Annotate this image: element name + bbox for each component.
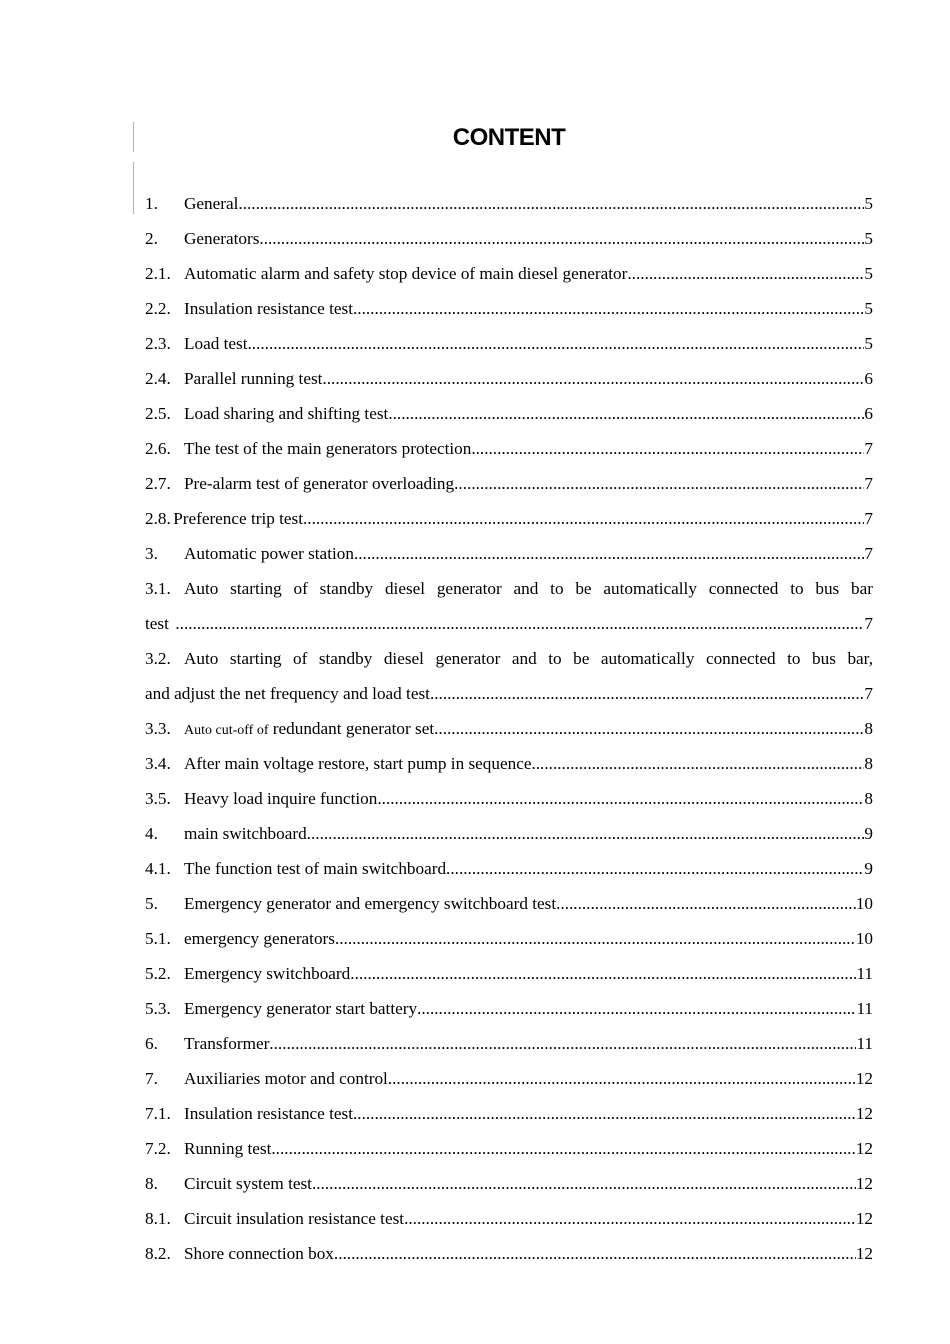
dot-leader xyxy=(312,1166,856,1201)
toc-page-number: 11 xyxy=(856,1034,873,1053)
toc-entry-2-6[interactable] xyxy=(145,431,873,466)
dot-leader xyxy=(335,921,856,956)
toc-number: 2.8. xyxy=(145,509,171,528)
toc-page-number: 12 xyxy=(855,1139,873,1158)
dot-leader xyxy=(271,1131,855,1166)
toc-title: Emergency generator start battery xyxy=(184,999,418,1018)
toc-title: Insulation resistance test xyxy=(184,299,353,318)
dot-leader xyxy=(322,361,864,396)
dot-leader xyxy=(303,501,864,536)
toc-entry-2[interactable] xyxy=(145,221,873,256)
toc-page-number: 12 xyxy=(855,1174,873,1193)
toc-number: 5. xyxy=(145,894,158,913)
dot-leader xyxy=(334,1236,856,1271)
toc-number: 7.2. xyxy=(145,1139,171,1158)
toc-number: 5.1. xyxy=(145,929,171,948)
toc-entry-5-2[interactable] xyxy=(145,956,873,991)
toc-entry-2-5[interactable] xyxy=(145,396,873,431)
toc-number: 6. xyxy=(145,1034,158,1053)
toc-number: 2.6. xyxy=(145,439,171,458)
toc-page-number: 6 xyxy=(864,369,873,388)
dot-leader xyxy=(377,781,864,816)
toc-entry-5[interactable] xyxy=(145,886,873,921)
toc-title: The test of the main generators protection xyxy=(184,439,472,458)
toc-title: redundant generator set xyxy=(272,719,435,738)
dot-leader xyxy=(353,291,864,326)
toc-number: 8.1. xyxy=(145,1209,171,1228)
toc-title: Load test xyxy=(184,334,248,353)
toc-number: 3.3. xyxy=(145,719,171,738)
toc-page-number: 8 xyxy=(864,789,873,808)
dot-leader xyxy=(434,711,864,746)
dot-leader xyxy=(404,1201,856,1236)
toc-entry-7[interactable] xyxy=(145,1061,873,1096)
toc-title: Automatic alarm and safety stop device of main diesel generator xyxy=(184,264,628,283)
toc-entry-2-8[interactable] xyxy=(145,501,873,536)
toc-entry-3[interactable] xyxy=(145,536,873,571)
toc-entry-4[interactable] xyxy=(145,816,873,851)
toc-title-continuation: test xyxy=(145,614,169,633)
toc-page-number: 11 xyxy=(856,999,873,1018)
toc-number: 4.1. xyxy=(145,859,171,878)
dot-leader xyxy=(446,851,864,886)
toc-entry-8-1[interactable] xyxy=(145,1201,873,1236)
toc-number: 2.4. xyxy=(145,369,171,388)
toc-entry-4-1[interactable] xyxy=(145,851,873,886)
toc-number: 7. xyxy=(145,1069,158,1088)
toc-number: 4. xyxy=(145,824,158,843)
toc-title: Insulation resistance test xyxy=(184,1104,353,1123)
toc-title: Heavy load inquire function xyxy=(184,789,378,808)
toc-number: 8. xyxy=(145,1174,158,1193)
toc-number: 7.1. xyxy=(145,1104,171,1123)
toc-page-number: 5 xyxy=(864,334,873,353)
toc-title: Preference trip test xyxy=(173,509,303,528)
toc-number: 2.3. xyxy=(145,334,171,353)
toc-entry-2-1[interactable] xyxy=(145,256,873,291)
toc-title-small: Auto cut-off of xyxy=(184,723,269,738)
toc-page-number: 5 xyxy=(864,299,873,318)
dot-leader xyxy=(471,431,864,466)
dot-leader xyxy=(353,1096,856,1131)
toc-number: 1. xyxy=(145,194,158,213)
margin-marker xyxy=(133,122,134,152)
dot-leader xyxy=(247,326,864,361)
toc-title: Auxiliaries motor and control xyxy=(184,1069,388,1088)
toc-entry-7-1[interactable] xyxy=(145,1096,873,1131)
toc-page-number: 12 xyxy=(855,1209,873,1228)
dot-leader xyxy=(259,221,864,256)
toc-entry-8-2[interactable] xyxy=(145,1236,873,1271)
toc-page-number: 7 xyxy=(864,614,873,633)
toc-title: Running test xyxy=(184,1139,272,1158)
page-title: CONTENT xyxy=(452,124,566,151)
toc-entry-3-1-line2[interactable] xyxy=(145,606,873,641)
toc-title: Automatic power station xyxy=(184,544,354,563)
toc-title: Circuit system test xyxy=(184,1174,312,1193)
toc-page-number: 8 xyxy=(864,719,873,738)
table-of-contents xyxy=(145,186,873,1271)
toc-page-number: 7 xyxy=(864,544,873,563)
toc-number: 3.4. xyxy=(145,754,171,773)
toc-page-number: 12 xyxy=(855,1244,873,1263)
dot-leader xyxy=(388,1061,856,1096)
toc-page-number: 9 xyxy=(864,824,873,843)
toc-number: 2. xyxy=(145,229,158,248)
toc-entry-7-2[interactable] xyxy=(145,1131,873,1166)
toc-entry-2-4[interactable] xyxy=(145,361,873,396)
toc-title: Transformer xyxy=(184,1034,270,1053)
toc-title: Parallel running test xyxy=(184,369,323,388)
toc-number: 5.3. xyxy=(145,999,171,1018)
toc-page-number: 6 xyxy=(864,404,873,423)
toc-entry-2-2[interactable] xyxy=(145,291,873,326)
toc-entry-2-3[interactable] xyxy=(145,326,873,361)
dot-leader xyxy=(454,466,864,501)
toc-entry-3-3[interactable] xyxy=(145,711,873,746)
dot-leader xyxy=(627,256,864,291)
toc-title: main switchboard xyxy=(184,824,307,843)
toc-number: 2.1. xyxy=(145,264,171,283)
toc-page-number: 12 xyxy=(855,1104,873,1123)
margin-marker xyxy=(133,162,134,214)
toc-number: 3. xyxy=(145,544,158,563)
toc-entry-5-3[interactable] xyxy=(145,991,873,1026)
toc-number: 2.5. xyxy=(145,404,171,423)
toc-title: Shore connection box xyxy=(184,1244,334,1263)
toc-page-number: 5 xyxy=(864,264,873,283)
toc-title: Auto starting of standby diesel generator and to be automatically connected to bus bar xyxy=(184,579,873,598)
toc-title: Auto starting of standby diesel generator and to be automatically connected to bus bar, xyxy=(184,649,873,668)
toc-page-number: 10 xyxy=(855,894,873,913)
toc-entry-3-4[interactable] xyxy=(145,746,873,781)
toc-page-number: 7 xyxy=(864,509,873,528)
dot-leader xyxy=(417,991,856,1026)
toc-page-number: 7 xyxy=(864,439,873,458)
toc-title: Generators xyxy=(184,229,260,248)
toc-entry-8[interactable] xyxy=(145,1166,873,1201)
toc-entry-3-2-line1[interactable] xyxy=(145,641,873,676)
toc-title: Load sharing and shifting test xyxy=(184,404,389,423)
toc-title: emergency generators xyxy=(184,929,335,948)
toc-title-continuation: and adjust the net frequency and load test xyxy=(145,684,430,703)
toc-title: Emergency switchboard xyxy=(184,964,351,983)
dot-leader xyxy=(531,746,864,781)
toc-number: 2.2. xyxy=(145,299,171,318)
toc-entry-2-7[interactable] xyxy=(145,466,873,501)
toc-page-number: 8 xyxy=(864,754,873,773)
toc-page-number: 7 xyxy=(864,474,873,493)
toc-title: Circuit insulation resistance test xyxy=(184,1209,405,1228)
dot-leader xyxy=(430,676,864,711)
dot-leader xyxy=(388,396,864,431)
toc-title: Pre-alarm test of generator overloading xyxy=(184,474,455,493)
toc-entry-3-5[interactable] xyxy=(145,781,873,816)
toc-page-number: 7 xyxy=(864,684,873,703)
toc-page-number: 10 xyxy=(855,929,873,948)
toc-number: 5.2. xyxy=(145,964,171,983)
toc-number: 8.2. xyxy=(145,1244,171,1263)
toc-entry-3-2-line2[interactable] xyxy=(145,676,873,711)
toc-entry-1[interactable] xyxy=(145,186,873,221)
dot-leader xyxy=(269,1026,856,1061)
dot-leader xyxy=(354,536,864,571)
toc-number: 2.7. xyxy=(145,474,171,493)
dot-leader xyxy=(238,186,864,221)
toc-title: The function test of main switchboard xyxy=(184,859,447,878)
toc-page-number: 12 xyxy=(855,1069,873,1088)
toc-page-number: 5 xyxy=(864,194,873,213)
toc-number: 3.2. xyxy=(145,649,171,668)
toc-number: 3.1. xyxy=(145,579,171,598)
toc-page-number: 9 xyxy=(864,859,873,878)
toc-number: 3.5. xyxy=(145,789,171,808)
toc-page-number: 5 xyxy=(864,229,873,248)
toc-entry-3-1-line1[interactable] xyxy=(145,571,873,606)
toc-title: General xyxy=(184,194,239,213)
dot-leader xyxy=(556,886,856,921)
toc-title: After main voltage restore, start pump in sequence xyxy=(184,754,532,773)
dot-leader xyxy=(350,956,856,991)
toc-page-number: 11 xyxy=(856,964,873,983)
toc-entry-6[interactable] xyxy=(145,1026,873,1061)
toc-title: Emergency generator and emergency switchboard test xyxy=(184,894,557,913)
toc-entry-5-1[interactable] xyxy=(145,921,873,956)
dot-leader xyxy=(175,606,864,641)
dot-leader xyxy=(307,816,865,851)
